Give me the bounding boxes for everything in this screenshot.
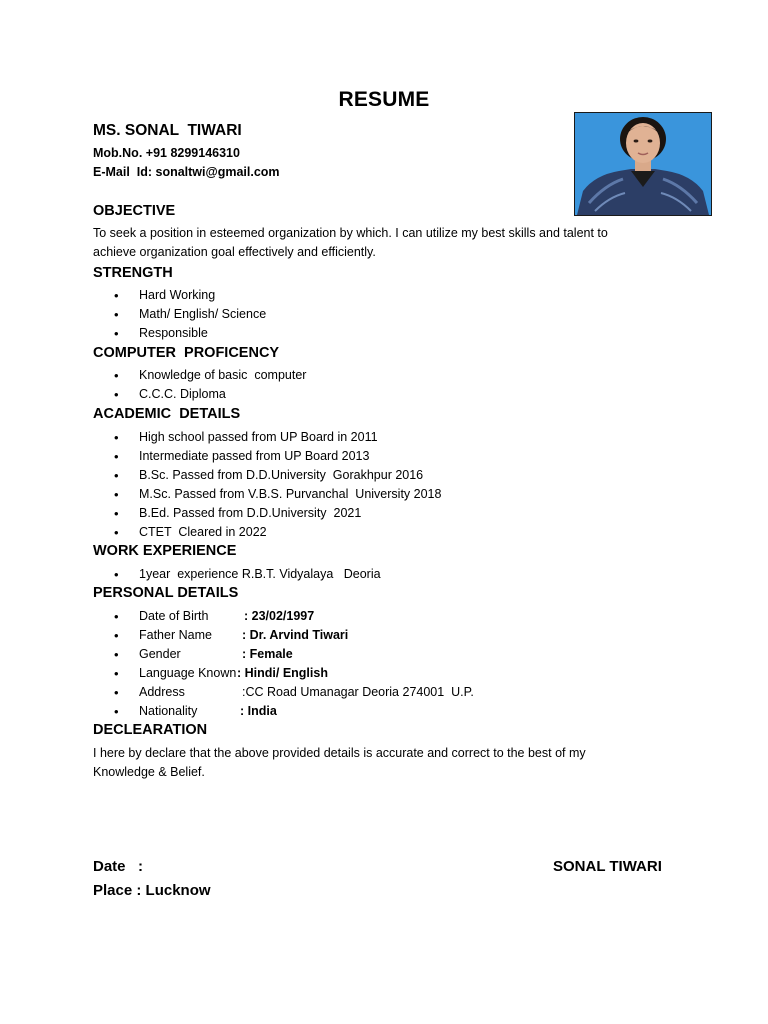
email-address: E-Mail Id: sonaltwi@gmail.com <box>93 165 280 179</box>
gender-label: Gender <box>139 647 181 661</box>
objective-text <box>93 224 653 262</box>
address-label: Address <box>139 685 185 699</box>
dob-row: • Date of Birth : 23/02/1997 <box>114 609 315 624</box>
language-row: • Language Known : Hindi/ English <box>114 666 328 681</box>
gender-row: • Gender : Female <box>114 647 293 662</box>
declaration-heading: DECLEARATION <box>93 722 208 738</box>
date-field: Date : <box>93 858 144 875</box>
mobile-number: Mob.No. +91 8299146310 <box>93 146 240 160</box>
language-label: Language Known <box>139 666 237 680</box>
personal-list <box>93 607 474 721</box>
profile-photo <box>574 112 712 216</box>
academic-heading: ACADEMIC DETAILS <box>93 406 241 422</box>
personal-heading: PERSONAL DETAILS <box>93 585 239 601</box>
declaration-text <box>93 744 653 782</box>
dob-label: Date of Birth <box>139 609 209 623</box>
declaration-line-2: Knowledge & Belief. <box>93 765 205 779</box>
resume-page: RESUME MS. SONAL TIWARI Mob.No. +91 8299146310 E-Mail Id: sonaltwi@gmail.com OBJECTIVE To seek a position in esteemed organization by which. I can utilize my best skills and talent to achieve organization goal effectively and efficiently. STRENGTH • Hard Working • Math/ English/ Science • Responsible COMPUTER PROFICENCY • Knowledge of basic computer • C.C.C. Diploma ACADEMIC DETAILS • High school passed from UP Board in 2011 • Intermediate passed from UP Board 2013 • B.Sc. Passed from D.D.University Gorakhpur 2016 • M.Sc. Passed from V.B.S. Purvanchal University 2018 • B.Ed. Passed from D.D.University 2021 • CTET Cleared in 2022 WORK EXPERIENCE • 1year experience R.B.T. Vidyalaya Deoria PERSONAL DETAILS • Date of Birth : 23/02/1997 • Father Name : Dr. Arvind Tiwari • Gender : Female • Language Known : Hindi/ English • Address :CC Road Umanagar Deoria 274001 U.P. • Nationality : India DECLEARATION I here by declare that the above provided details is accurate and correct to the best of my Knowledge & Belief. Date : SONAL TIWARI Place : Lucknow <box>0 0 768 1024</box>
gender-value: : Female <box>242 647 293 661</box>
computer-heading: COMPUTER PROFICENCY <box>93 345 280 361</box>
signature-name: SONAL TIWARI <box>553 858 662 875</box>
nationality-value: : India <box>240 704 277 718</box>
nationality-row: • Nationality : India <box>114 704 277 719</box>
language-value: : Hindi/ English <box>237 666 328 680</box>
objective-heading: OBJECTIVE <box>93 203 176 219</box>
dob-value: : 23/02/1997 <box>244 609 315 623</box>
nationality-label: Nationality <box>139 704 198 718</box>
objective-line-1: To seek a position in esteemed organization by which. I can utilize my best skills and talent to <box>93 226 608 240</box>
father-row: • Father Name : Dr. Arvind Tiwari <box>114 628 349 643</box>
declaration-line-1: I here by declare that the above provided details is accurate and correct to the best of my <box>93 746 586 760</box>
place-field: Place : Lucknow <box>93 882 211 899</box>
strength-heading: STRENGTH <box>93 265 173 281</box>
profile-photo-icon <box>575 113 711 215</box>
page-title: RESUME <box>338 88 430 111</box>
candidate-name: MS. SONAL TIWARI <box>93 122 242 139</box>
father-value: : Dr. Arvind Tiwari <box>242 628 349 642</box>
work-heading: WORK EXPERIENCE <box>93 543 237 559</box>
address-row: • Address :CC Road Umanagar Deoria 274001 U.P. <box>114 685 474 700</box>
objective-line-2: achieve organization goal effectively and efficiently. <box>93 245 376 259</box>
address-value: :CC Road Umanagar Deoria 274001 U.P. <box>242 685 474 699</box>
father-label: Father Name <box>139 628 212 642</box>
